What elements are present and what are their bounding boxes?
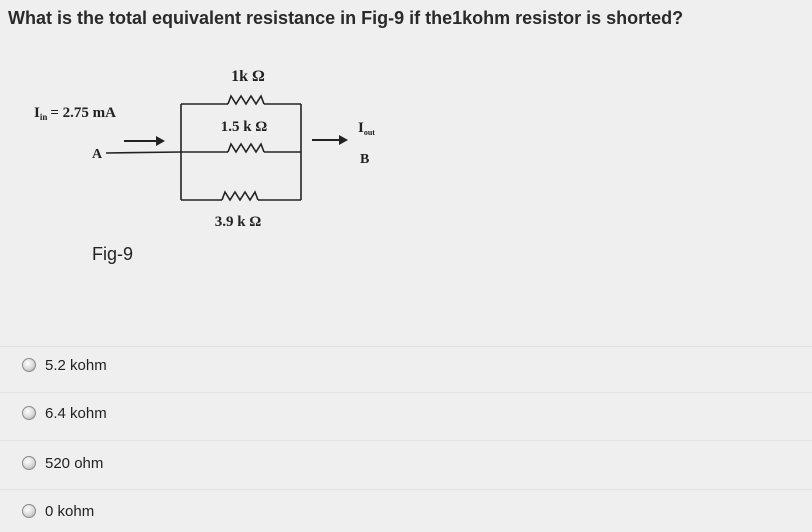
option-2[interactable] [22,401,107,425]
question-text: What is the total equivalent resistance in Fig-9 if the1kohm resistor is shorted? [8,8,684,28]
radio-button[interactable] [22,456,36,470]
current-out-label: $I_{out}$ [358,120,375,137]
divider [0,346,812,347]
divider [0,440,812,441]
resistor-top-label: 1k Ω [231,68,265,85]
option-4[interactable] [22,499,94,523]
option-label: 0 kohm [45,502,95,520]
current-in-label: $I_{in} = 2.75$ mA [34,105,116,122]
option-label: 6.4 kohm [45,404,107,422]
option-label: 5.2 kohm [45,356,107,374]
option-1[interactable] [22,353,107,377]
resistor-bottom-icon [222,192,258,200]
radio-button[interactable] [22,406,36,420]
resistor-middle-label: 1.5 k Ω [220,119,268,135]
option-3[interactable] [22,451,103,475]
figure-caption: Fig-9 [92,244,134,264]
resistor-top-icon [228,96,264,104]
current-out-arrow [312,135,348,145]
circuit-wires [106,104,301,200]
current-in-arrow [124,136,165,146]
divider [0,392,812,393]
radio-button[interactable] [22,358,36,372]
resistor-middle-icon [228,144,264,152]
node-a-label: A [92,147,103,162]
radio-button[interactable] [22,504,36,518]
divider [0,489,812,490]
node-b-label: B [360,152,370,167]
option-label: 520 ohm [45,454,104,472]
resistor-bottom-label: 3.9 k Ω [214,214,262,230]
